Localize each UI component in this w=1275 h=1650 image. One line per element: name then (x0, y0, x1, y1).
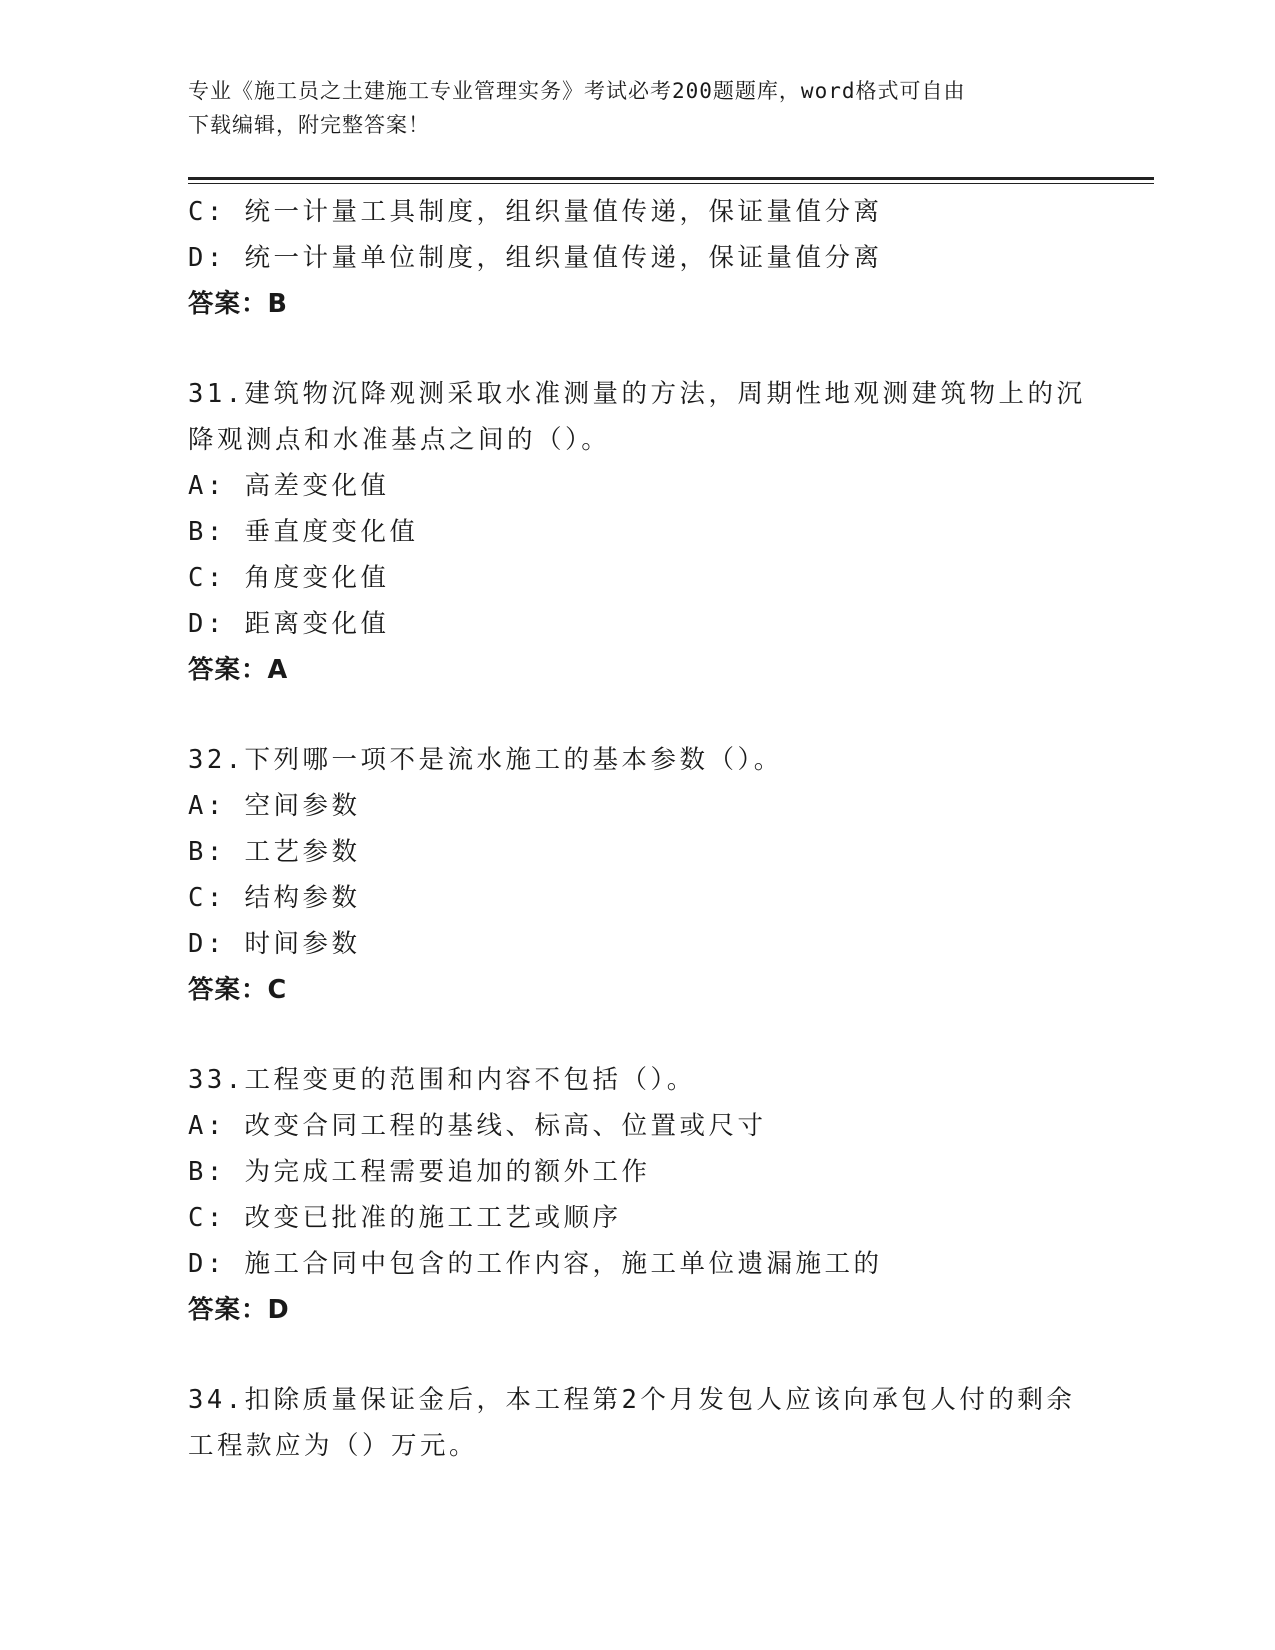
spacer (188, 1013, 1088, 1057)
q31-stem-line-1: 31.建筑物沉降观测采取水准测量的方法，周期性地观测建筑物上的沉 (188, 379, 1086, 409)
q32-option-c: C: 结构参数 (188, 883, 361, 913)
q31-option-b: B: 垂直度变化值 (188, 517, 419, 547)
q32-option-d: D: 时间参数 (188, 929, 361, 959)
header-rule-thick (188, 177, 1154, 180)
q33-answer: 答案：D (188, 1295, 290, 1325)
q33-stem: 33.工程变更的范围和内容不包括（）。 (188, 1065, 696, 1095)
spacer (188, 693, 1088, 737)
q33-option-d: D: 施工合同中包含的工作内容，施工单位遗漏施工的 (188, 1249, 883, 1279)
q30-answer: 答案：B (188, 289, 288, 319)
q32-option-b: B: 工艺参数 (188, 837, 361, 867)
q33-option-a: A: 改变合同工程的基线、标高、位置或尺寸 (188, 1111, 767, 1141)
q31-stem-line-2: 降观测点和水准基点之间的（）。 (188, 425, 611, 455)
spacer (188, 1333, 1088, 1377)
q33-option-c: C: 改变已批准的施工工艺或顺序 (188, 1203, 622, 1233)
document-header (188, 74, 1088, 142)
spacer (188, 327, 1088, 371)
q33-option-b: B: 为完成工程需要追加的额外工作 (188, 1157, 651, 1187)
q32-answer: 答案：C (188, 975, 288, 1005)
q32-stem: 32.下列哪一项不是流水施工的基本参数（）。 (188, 745, 783, 775)
header-line-2: 下载编辑，附完整答案！ (188, 113, 430, 137)
q31-option-a: A: 高差变化值 (188, 471, 390, 501)
q31-answer: 答案：A (188, 655, 289, 685)
q32-option-a: A: 空间参数 (188, 791, 361, 821)
q30-option-c: C: 统一计量工具制度，组织量值传递，保证量值分离 (188, 197, 883, 227)
q30-option-d: D: 统一计量单位制度，组织量值传递，保证量值分离 (188, 243, 883, 273)
question-content (188, 189, 1088, 1469)
q34-stem-line-1: 34.扣除质量保证金后，本工程第2个月发包人应该向承包人付的剩余 (188, 1385, 1076, 1415)
header-line-1: 专业《施工员之土建施工专业管理实务》考试必考200题题库，word格式可自由 (188, 79, 966, 103)
q31-option-d: D: 距离变化值 (188, 609, 390, 639)
q31-option-c: C: 角度变化值 (188, 563, 390, 593)
header-rule-thin (188, 183, 1154, 184)
q34-stem-line-2: 工程款应为（）万元。 (188, 1431, 479, 1461)
